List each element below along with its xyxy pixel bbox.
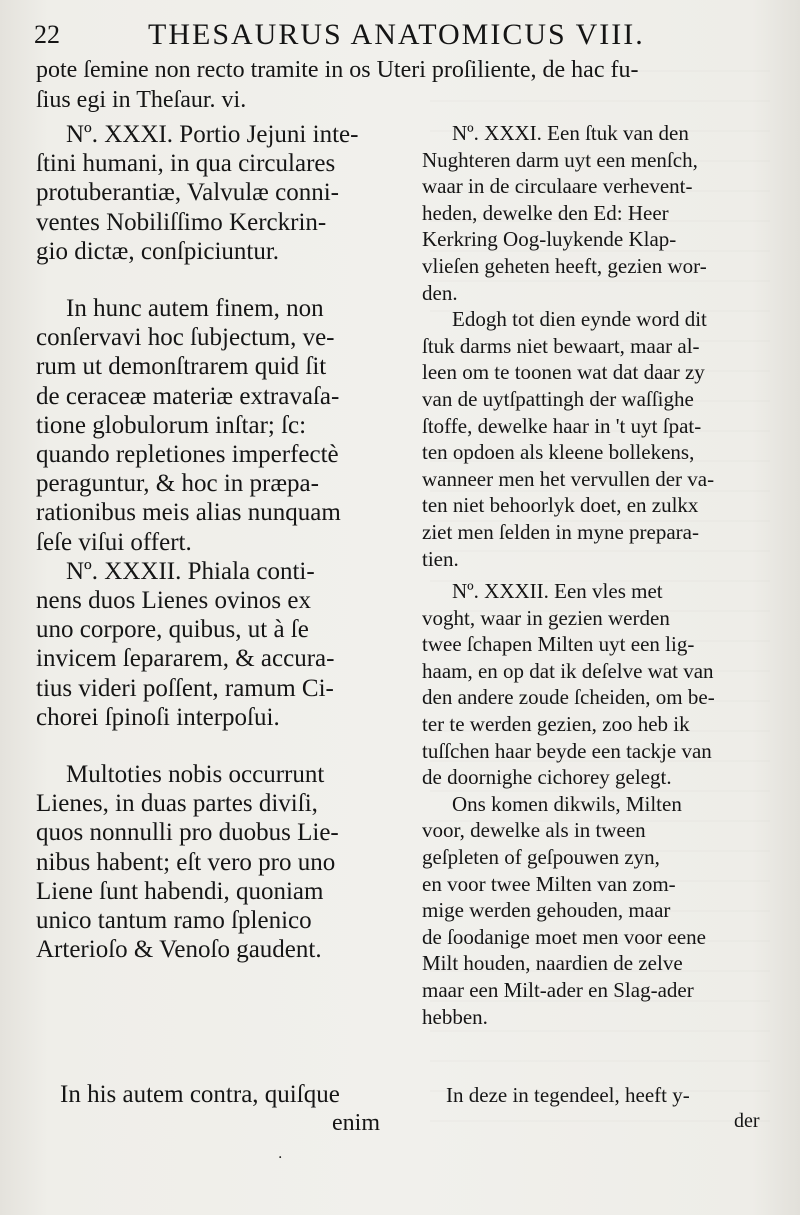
text-line: mige werden gehouden, maar <box>422 898 671 923</box>
text-line: chorei ſpinoſi interpoſui. <box>36 703 280 731</box>
text-line: quos nonnulli pro duobus Lie- <box>36 819 339 847</box>
text-line: peraguntur, & hoc in præpa- <box>36 470 319 498</box>
dutch-para-specimen-32 <box>422 578 766 791</box>
text-line: ten niet behoorlyk doet, en zulkx <box>422 493 699 518</box>
text-line: haam, en op dat ik deſelve wat van <box>422 658 714 683</box>
text-line: Milt houden, naardien de zelve <box>422 951 683 976</box>
text-line: In hunc autem finem, non <box>66 295 324 323</box>
latin-column <box>36 120 388 964</box>
text-line: twee ſchapen Milten uyt een lig- <box>422 632 695 657</box>
text-line: nibus habent; eſt vero pro uno <box>36 848 336 876</box>
text-line: ſtuk darms niet bewaart, maar al- <box>422 333 700 358</box>
text-line: ſtoffe, dewelke haar in 't uyt ſpat- <box>422 413 702 438</box>
text-line: vlieſen geheten heeft, gezien wor- <box>422 253 707 278</box>
text-line: Nº. XXXII. Een vles met <box>452 579 663 604</box>
text-line: voor, dewelke als in tween <box>422 818 646 843</box>
latin-catchword: enim <box>332 1110 380 1136</box>
bottom-dot-mark: · <box>278 1150 283 1166</box>
text-line: ter te werden gezien, zoo heb ik <box>422 712 690 737</box>
text-line: Kerkring Oog-luykende Klap- <box>422 227 677 252</box>
text-line: hebben. <box>422 1004 488 1029</box>
text-line: den andere zoude ſcheiden, om be- <box>422 685 715 710</box>
text-line: wanneer men het vervullen der va- <box>422 466 715 491</box>
text-line: Ons komen dikwils, Milten <box>452 791 682 816</box>
text-line: Nº. XXXI. Een ſtuk van den <box>452 121 689 145</box>
text-line: de doornighe cichorey gelegt. <box>422 765 672 790</box>
text-line: ſeſe viſui offert. <box>36 528 192 556</box>
running-title: THESAURUS ANATOMICUS VIII. <box>148 18 645 51</box>
text-line: tius videri poſſent, ramum Ci- <box>36 674 334 702</box>
text-line: nens duos Lienes ovinos ex <box>36 587 311 615</box>
text-line: tione globulorum inſtar; ſc: <box>36 411 307 439</box>
text-line: protuberantiæ, Valvulæ conni- <box>36 179 339 207</box>
text-line: conſervavi hoc ſubjectum, ve- <box>36 324 335 352</box>
intro-line-1: pote ſemine non recto tramite in os Uteri proſiliente, de hac fu- <box>36 57 639 83</box>
latin-para-specimen-32 <box>36 557 388 732</box>
dutch-para-commentary-31 <box>422 306 766 572</box>
text-line: tuſſchen haar beyde een tackje van <box>422 738 712 763</box>
text-line: Arterioſo & Venoſo gaudent. <box>36 936 322 964</box>
text-line: Nº. XXXI. Portio Jejuni inte- <box>66 121 359 148</box>
text-line: quando repletiones imperfectè <box>36 441 339 469</box>
text-line: uno corpore, quibus, ut à ſe <box>36 616 309 644</box>
text-line: ziet men ſelden in myne prepara- <box>422 519 699 544</box>
text-line: Liene ſunt habendi, quoniam <box>36 877 324 905</box>
dutch-para-commentary-32 <box>422 791 766 1030</box>
text-line: Lienes, in duas partes diviſi, <box>36 790 318 818</box>
text-line: de ceraceæ materiæ extravaſa- <box>36 382 340 410</box>
text-line: Multoties nobis occurrunt <box>66 761 325 789</box>
text-line: geſpleten of geſpouwen zyn, <box>422 845 660 870</box>
latin-para-commentary-31 <box>36 294 388 557</box>
text-line: waar in de circulaare verhevent- <box>422 174 693 199</box>
page-number: 22 <box>34 20 60 49</box>
latin-para-commentary-32 <box>36 760 388 964</box>
page-header <box>0 14 800 54</box>
text-line: heden, dewelke den Ed: Heer <box>422 200 669 225</box>
text-line: en voor twee Milten van zom- <box>422 871 676 896</box>
latin-last-line: In his autem contra, quiſque <box>60 1081 340 1108</box>
dutch-last-line: In deze in tegendeel, heeft y- <box>446 1083 690 1107</box>
text-line: maar een Milt-ader en Slag-ader <box>422 978 694 1002</box>
text-line: gio dictæ, conſpiciuntur. <box>36 237 280 265</box>
text-line: de ſoodanige moet men voor eene <box>422 924 706 949</box>
text-line: invicem ſepararem, & accura- <box>36 645 335 673</box>
text-line: leen om te toonen wat dat daar zy <box>422 360 705 385</box>
text-line: den. <box>422 280 458 305</box>
text-line: voght, waar in gezien werden <box>422 605 670 630</box>
text-line: van de uytſpattingh der waſſighe <box>422 386 694 411</box>
dutch-column <box>422 120 766 1030</box>
dutch-catchword: der <box>734 1110 760 1132</box>
text-line: tien. <box>422 546 459 571</box>
text-line: Nº. XXXII. Phiala conti- <box>66 557 315 585</box>
dutch-para-specimen-31 <box>422 120 766 306</box>
text-line: rum ut demonſtrarem quid ſit <box>36 353 327 381</box>
latin-para-specimen-31 <box>36 120 388 266</box>
text-line: unico tantum ramo ſplenico <box>36 907 312 935</box>
text-line: ventes Nobiliſſimo Kerckrin- <box>36 208 327 236</box>
text-line: Edogh tot dien eynde word dit <box>452 307 707 332</box>
text-line: Nughteren darm uyt een menſch, <box>422 147 698 172</box>
text-line: ten opdoen als kleene bollekens, <box>422 440 695 465</box>
text-line: ſtini humani, in qua circulares <box>36 150 336 178</box>
intro-line-2: ſius egi in Theſaur. vi. <box>36 87 247 113</box>
text-line: rationibus meis alias nunquam <box>36 499 341 527</box>
